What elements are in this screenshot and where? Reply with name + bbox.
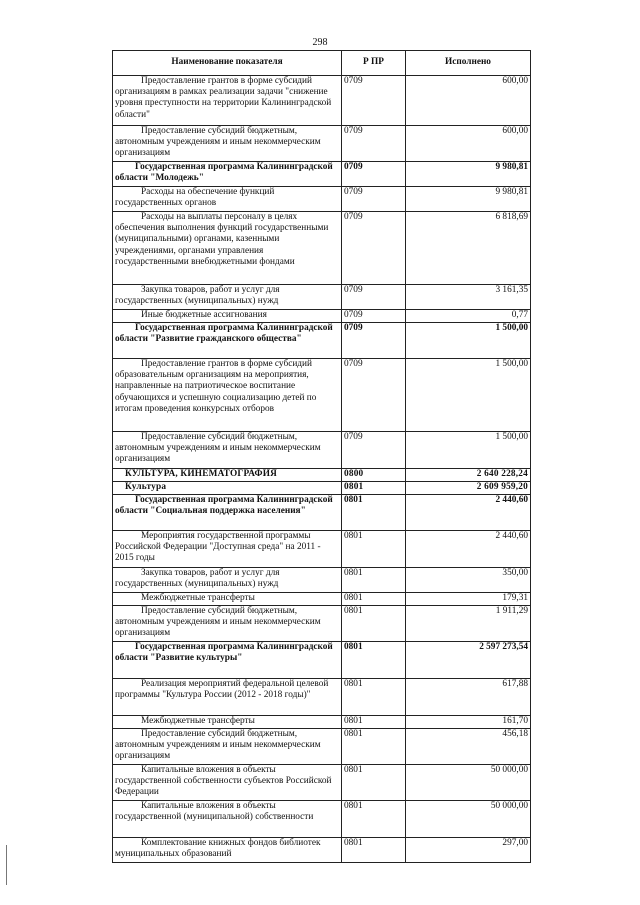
row-code-cell: 0801 xyxy=(342,568,406,593)
row-value-cell: 456,18 xyxy=(406,729,531,765)
row-name-cell: Предоставление субсидий бюджетным, автономным учреждениям и иным некоммерческим организациям xyxy=(113,432,342,469)
table-row xyxy=(113,212,531,285)
row-code-cell: 0801 xyxy=(342,765,406,801)
row-name-cell: Предоставление грантов в форме субсидий образовательным организациям на мероприятия, направленные на патриотическое воспитание обучающихся и успешную социализацию детей по итогам проведения конкурсных отборов xyxy=(113,359,342,432)
table-row xyxy=(113,729,531,765)
row-value-cell: 2 609 959,20 xyxy=(406,482,531,495)
row-value-cell: 2 597 273,54 xyxy=(406,642,531,679)
row-code-cell: 0801 xyxy=(342,838,406,863)
row-code-cell: 0801 xyxy=(342,679,406,716)
row-value-cell: 600,00 xyxy=(406,76,531,126)
table-row xyxy=(113,359,531,432)
row-code-cell: 0709 xyxy=(342,359,406,432)
row-name-cell: Предоставление субсидий бюджетным, автономным учреждениям и иным некоммерческим организациям xyxy=(113,606,342,642)
scan-edge-mark xyxy=(6,845,7,885)
row-name-cell: Капитальные вложения в объекты государственной (муниципальной) собственности xyxy=(113,801,342,838)
row-value-cell: 9 980,81 xyxy=(406,162,531,187)
row-name-cell: Государственная программа Калининградской области "Развитие гражданского общества" xyxy=(113,323,342,359)
row-code-cell: 0709 xyxy=(342,162,406,187)
row-value-cell: 161,70 xyxy=(406,716,531,729)
row-name-cell: Закупка товаров, работ и услуг для государственных (муниципальных) нужд xyxy=(113,568,342,593)
row-code-cell: 0801 xyxy=(342,606,406,642)
row-code-cell: 0801 xyxy=(342,716,406,729)
row-name-cell: КУЛЬТУРА, КИНЕМАТОГРАФИЯ xyxy=(113,469,342,482)
table-row xyxy=(113,310,531,323)
row-name-cell: Государственная программа Калининградской области "Социальная поддержка населения" xyxy=(113,495,342,531)
table-row xyxy=(113,162,531,187)
table-row xyxy=(113,606,531,642)
row-code-cell: 0801 xyxy=(342,801,406,838)
table-row xyxy=(113,642,531,679)
table-row xyxy=(113,126,531,162)
table-row xyxy=(113,531,531,568)
row-value-cell: 0,77 xyxy=(406,310,531,323)
row-value-cell: 1 500,00 xyxy=(406,432,531,469)
row-value-cell: 2 440,60 xyxy=(406,495,531,531)
table-row xyxy=(113,469,531,482)
row-code-cell: 0709 xyxy=(342,76,406,126)
table-row xyxy=(113,482,531,495)
row-value-cell: 617,88 xyxy=(406,679,531,716)
row-value-cell: 1 500,00 xyxy=(406,359,531,432)
row-name-cell: Капитальные вложения в объекты государственной собственности субъектов Российской Федерации xyxy=(113,765,342,801)
table-row xyxy=(113,716,531,729)
page-number: 298 xyxy=(312,37,328,48)
row-name-cell: Культура xyxy=(113,482,342,495)
row-code-cell: 0709 xyxy=(342,323,406,359)
table-row xyxy=(113,187,531,212)
row-value-cell: 3 161,35 xyxy=(406,285,531,310)
row-name-cell: Предоставление субсидий бюджетным, автономным учреждениям и иным некоммерческим организациям xyxy=(113,729,342,765)
table-row xyxy=(113,285,531,310)
row-value-cell: 50 000,00 xyxy=(406,801,531,838)
row-name-cell: Государственная программа Калининградской области "Развитие культуры" xyxy=(113,642,342,679)
header-rpr: Р ПР xyxy=(342,51,406,76)
row-name-cell: Реализация мероприятий федеральной целевой программы "Культура России (2012 - 2018 годы)" xyxy=(113,679,342,716)
row-name-cell: Мероприятия государственной программы Российской Федерации "Доступная среда" на 2011 - 2015 годы xyxy=(113,531,342,568)
row-name-cell: Закупка товаров, работ и услуг для государственных (муниципальных) нужд xyxy=(113,285,342,310)
row-code-cell: 0709 xyxy=(342,432,406,469)
table-row xyxy=(113,432,531,469)
row-code-cell: 0801 xyxy=(342,593,406,606)
row-value-cell: 350,00 xyxy=(406,568,531,593)
table-row xyxy=(113,765,531,801)
row-value-cell: 9 980,81 xyxy=(406,187,531,212)
header-name: Наименование показателя xyxy=(113,51,342,76)
row-value-cell: 179,31 xyxy=(406,593,531,606)
row-name-cell: Комплектование книжных фондов библиотек муниципальных образований xyxy=(113,838,342,863)
row-value-cell: 297,00 xyxy=(406,838,531,863)
row-code-cell: 0709 xyxy=(342,212,406,285)
table-row xyxy=(113,679,531,716)
row-code-cell: 0801 xyxy=(342,482,406,495)
row-name-cell: Иные бюджетные ассигнования xyxy=(113,310,342,323)
row-name-cell: Межбюджетные трансферты xyxy=(113,716,342,729)
header-value: Исполнено xyxy=(406,51,531,76)
row-name-cell: Расходы на выплаты персоналу в целях обеспечения выполнения функций государственными (муниципальными) органами, казенными учреждениями, органами управления государственными внебюджетными фондами xyxy=(113,212,342,285)
row-value-cell: 6 818,69 xyxy=(406,212,531,285)
table-header-row xyxy=(113,51,531,76)
row-code-cell: 0709 xyxy=(342,310,406,323)
table-row xyxy=(113,323,531,359)
table-row xyxy=(113,76,531,126)
row-code-cell: 0801 xyxy=(342,495,406,531)
row-code-cell: 0709 xyxy=(342,187,406,212)
row-code-cell: 0801 xyxy=(342,642,406,679)
row-name-cell: Предоставление субсидий бюджетным, автономным учреждениям и иным некоммерческим организациям xyxy=(113,126,342,162)
table-row xyxy=(113,568,531,593)
row-value-cell: 1 500,00 xyxy=(406,323,531,359)
row-code-cell: 0801 xyxy=(342,531,406,568)
row-code-cell: 0709 xyxy=(342,285,406,310)
row-name-cell: Расходы на обеспечение функций государственных органов xyxy=(113,187,342,212)
row-value-cell: 2 640 228,24 xyxy=(406,469,531,482)
row-name-cell: Межбюджетные трансферты xyxy=(113,593,342,606)
row-code-cell: 0801 xyxy=(342,729,406,765)
table-row xyxy=(113,495,531,531)
row-code-cell: 0709 xyxy=(342,126,406,162)
row-value-cell: 1 911,29 xyxy=(406,606,531,642)
row-value-cell: 2 440,60 xyxy=(406,531,531,568)
table-body xyxy=(113,76,531,863)
row-name-cell: Предоставление грантов в форме субсидий организациям в рамках реализации задачи "снижение уровня преступности на территории Калининградской области" xyxy=(113,76,342,126)
table-row xyxy=(113,593,531,606)
row-value-cell: 600,00 xyxy=(406,126,531,162)
report-table xyxy=(112,50,531,863)
table-row xyxy=(113,838,531,863)
row-code-cell: 0800 xyxy=(342,469,406,482)
row-value-cell: 50 000,00 xyxy=(406,765,531,801)
row-name-cell: Государственная программа Калининградской области "Молодежь" xyxy=(113,162,342,187)
table-row xyxy=(113,801,531,838)
